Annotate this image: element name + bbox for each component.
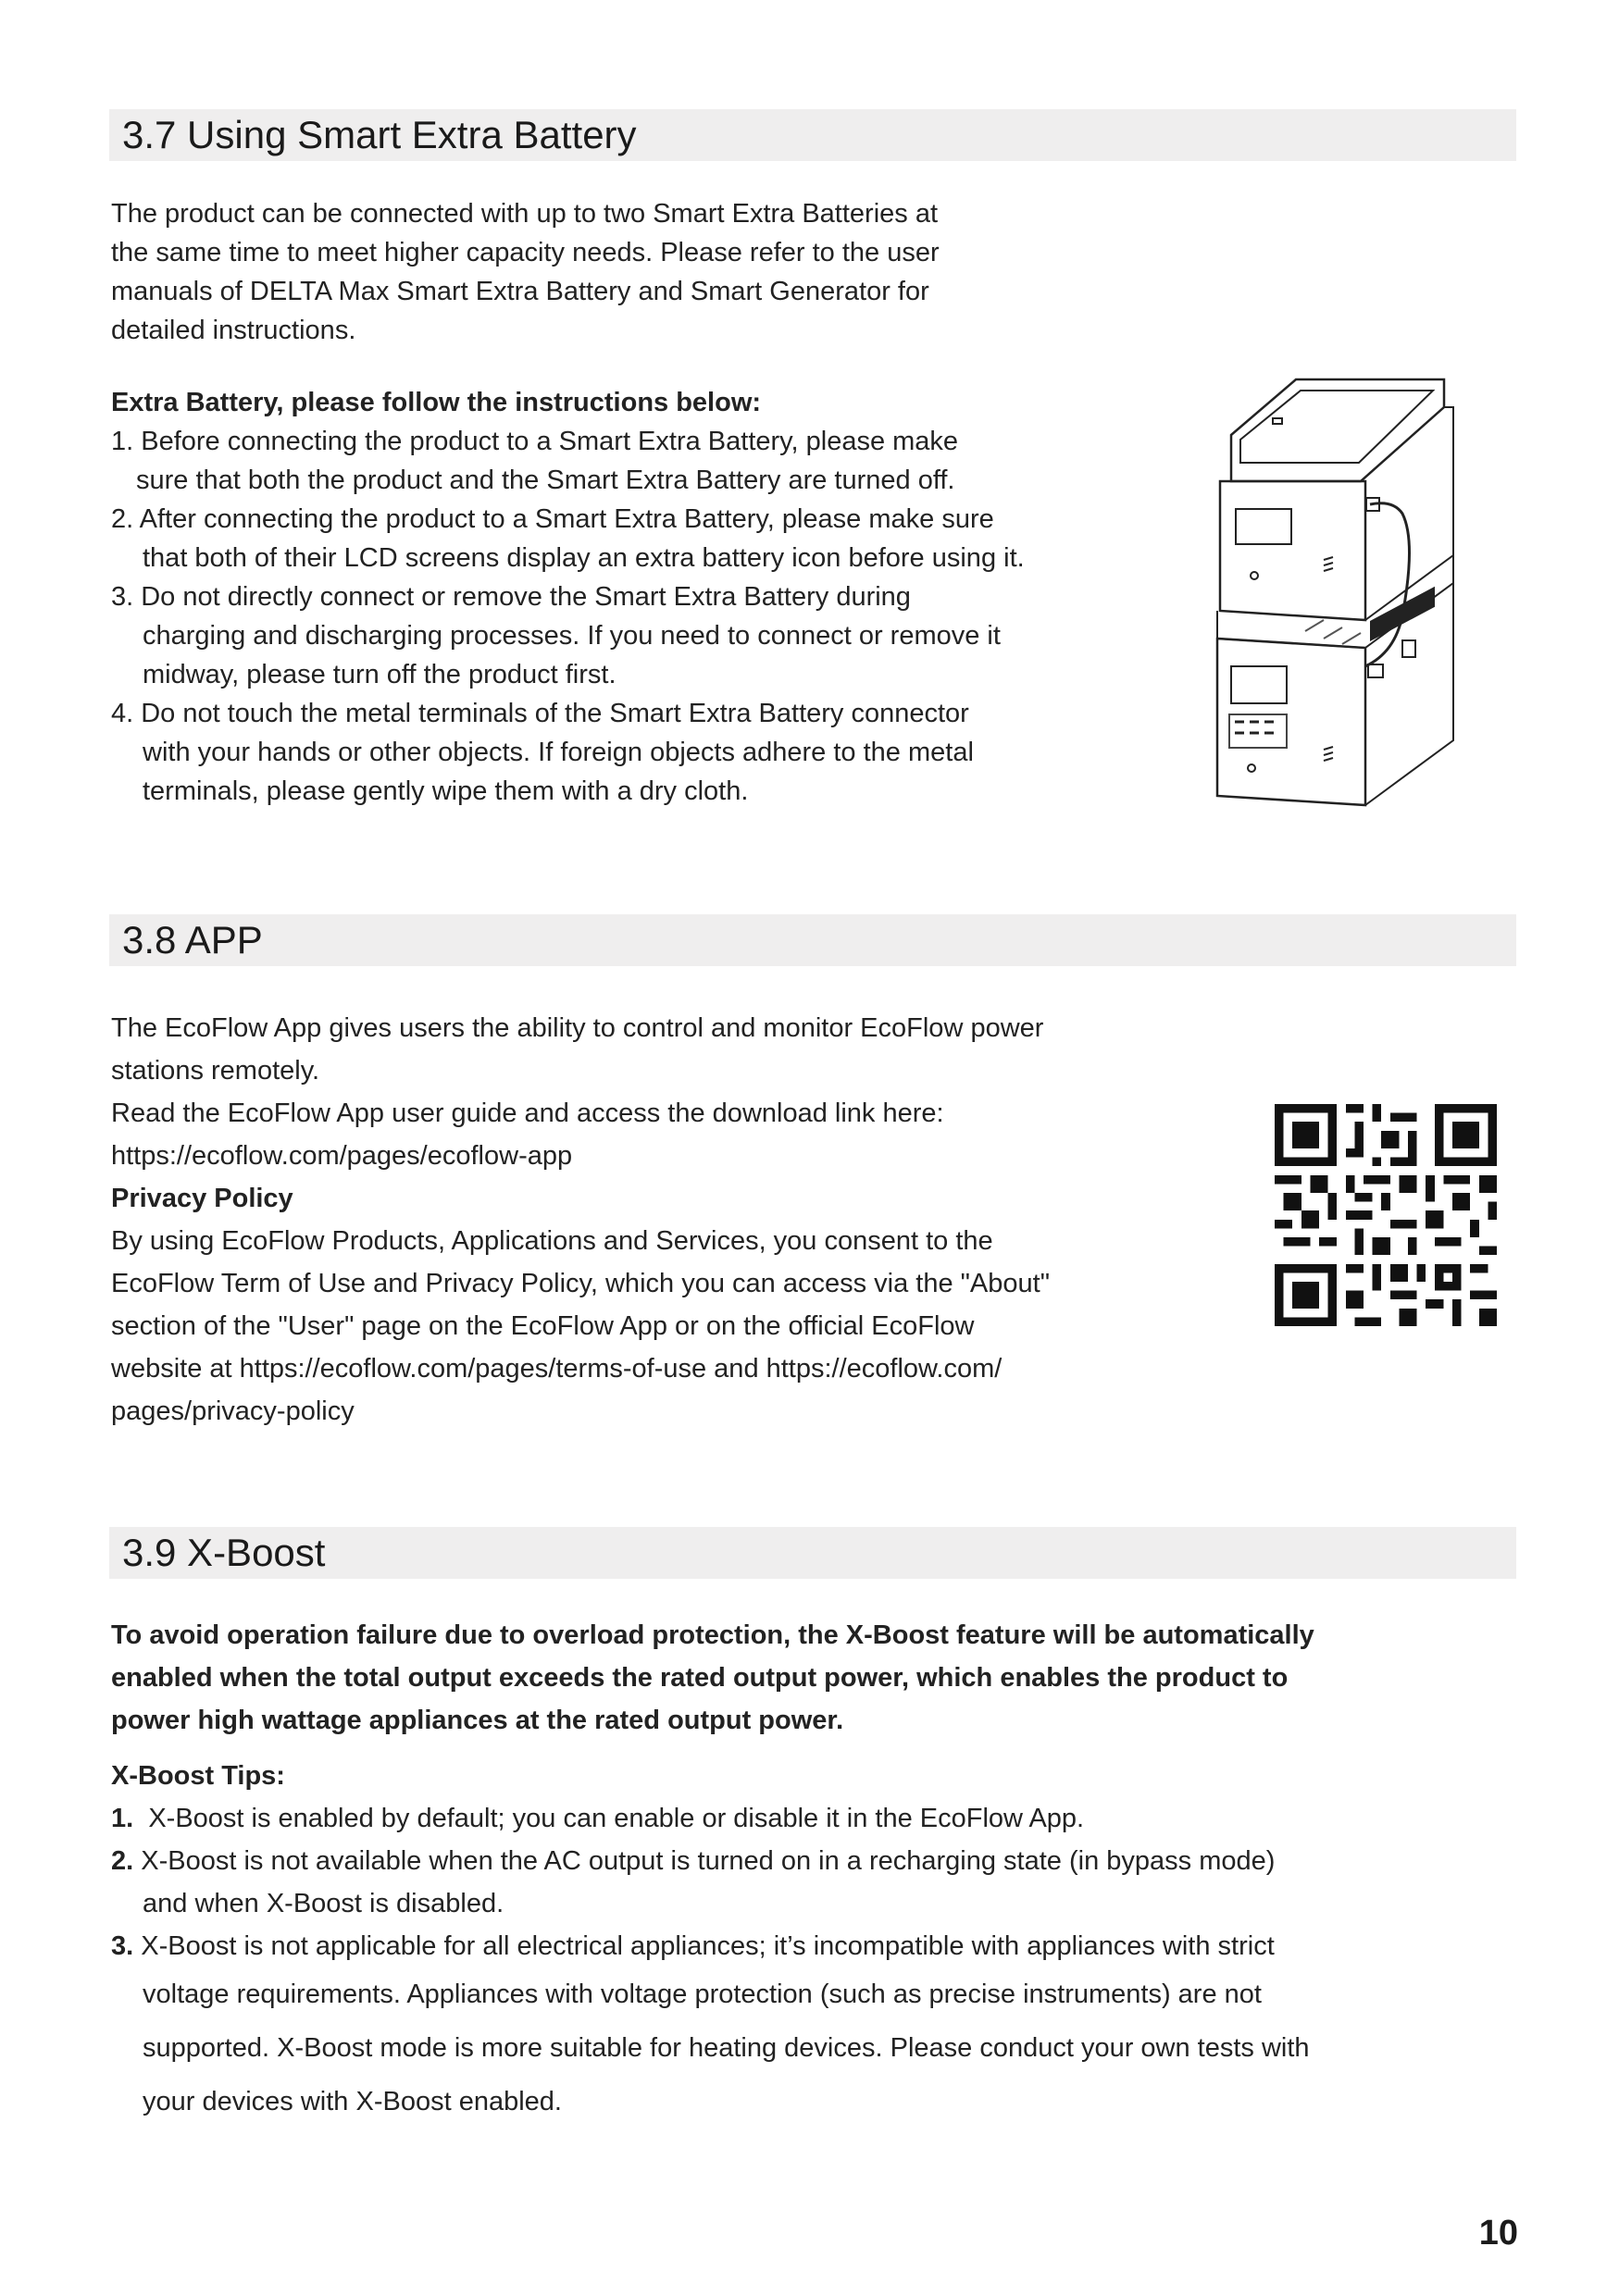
paragraph-line: To avoid operation failure due to overload protection, the X-Boost feature will be automatically [111,1620,1314,1650]
list-item-continuation: that both of their LCD screens display an extra battery icon before using it. [143,543,1025,573]
list-item: 1. Before connecting the product to a Smart Extra Battery, please make [111,427,959,456]
paragraph-line: website at https://ecoflow.com/pages/terms-of-use and https://ecoflow.com/ [111,1354,1003,1384]
list-item-continuation: terminals, please gently wipe them with a dry cloth. [143,776,749,806]
section-heading-3-8: 3.8 APP [109,914,1516,966]
paragraph-line: pages/privacy-policy [111,1396,355,1426]
qr-code-icon[interactable] [1275,1104,1497,1326]
list-item-continuation: voltage requirements. Appliances with voltage protection (such as precise instruments) are not [143,1980,1262,2009]
list-item-text: X-Boost is not available when the AC output is turned on in a recharging state (in bypass mode) [141,1846,1276,1876]
paragraph-line: By using EcoFlow Products, Applications and Services, you consent to the [111,1226,993,1256]
list-item-continuation: your devices with X-Boost enabled. [143,2087,562,2116]
list-item: 4. Do not touch the metal terminals of the Smart Extra Battery connector [111,699,969,728]
paragraph-line: Read the EcoFlow App user guide and access the download link here: [111,1098,944,1128]
list-item: 2. After connecting the product to a Smart Extra Battery, please make sure [111,504,994,534]
list-item-continuation: with your hands or other objects. If foreign objects adhere to the metal [143,738,974,767]
paragraph-line: section of the "User" page on the EcoFlow App or on the official EcoFlow [111,1311,975,1341]
paragraph-line: enabled when the total output exceeds the rated output power, which enables the product to [111,1663,1289,1693]
section-3-9-intro [111,1614,1314,1742]
paragraph-line: The EcoFlow App gives users the ability to control and monitor EcoFlow power [111,1013,1044,1043]
app-download-link[interactable]: https://ecoflow.com/pages/ecoflow-app [111,1141,573,1171]
paragraph-line: power high wattage appliances at the rated output power. [111,1706,844,1735]
section-heading-3-7: 3.7 Using Smart Extra Battery [109,109,1516,161]
list-number: 1. [111,1804,134,1833]
paragraph-line: stations remotely. [111,1056,320,1086]
battery-stack-illustration [1194,370,1458,814]
list-item [111,1797,1310,1840]
paragraph-line: the same time to meet higher capacity needs. Please refer to the user [111,238,940,267]
list-item-continuation: sure that both the product and the Smart Extra Battery are turned off. [136,465,955,495]
list-number: 2. [111,1846,134,1876]
section-3-9-tips [111,1755,1310,2128]
list-item-text: X-Boost is not applicable for all electrical appliances; it’s incompatible with appliances with strict [141,1931,1275,1961]
section-3-7-intro [111,194,940,350]
instructions-subheading: Extra Battery, please follow the instructions below: [111,388,762,417]
privacy-policy-heading: Privacy Policy [111,1184,293,1213]
list-item-continuation: midway, please turn off the product first. [143,660,616,689]
list-item [111,1840,1310,1882]
section-3-8-body [111,1007,1050,1433]
list-item: 3. Do not directly connect or remove the Smart Extra Battery during [111,582,911,612]
page-number: 10 [1478,2214,1518,2253]
tips-heading: X-Boost Tips: [111,1761,285,1791]
list-item-text: X-Boost is enabled by default; you can enable or disable it in the EcoFlow App. [148,1804,1085,1833]
list-item-continuation: supported. X-Boost mode is more suitable for heating devices. Please conduct your own tests with [143,2033,1310,2063]
list-number: 3. [111,1931,134,1961]
list-item [111,1925,1310,1967]
paragraph-line: The product can be connected with up to two Smart Extra Batteries at [111,199,939,229]
section-3-7-instructions [111,383,1025,811]
list-item-continuation: and when X-Boost is disabled. [143,1889,504,1918]
list-item-continuation: charging and discharging processes. If you need to connect or remove it [143,621,1001,651]
section-heading-3-9: 3.9 X-Boost [109,1527,1516,1579]
paragraph-line: manuals of DELTA Max Smart Extra Battery and Smart Generator for [111,277,929,306]
paragraph-line: EcoFlow Term of Use and Privacy Policy, which you can access via the "About" [111,1269,1051,1298]
paragraph-line: detailed instructions. [111,316,356,345]
